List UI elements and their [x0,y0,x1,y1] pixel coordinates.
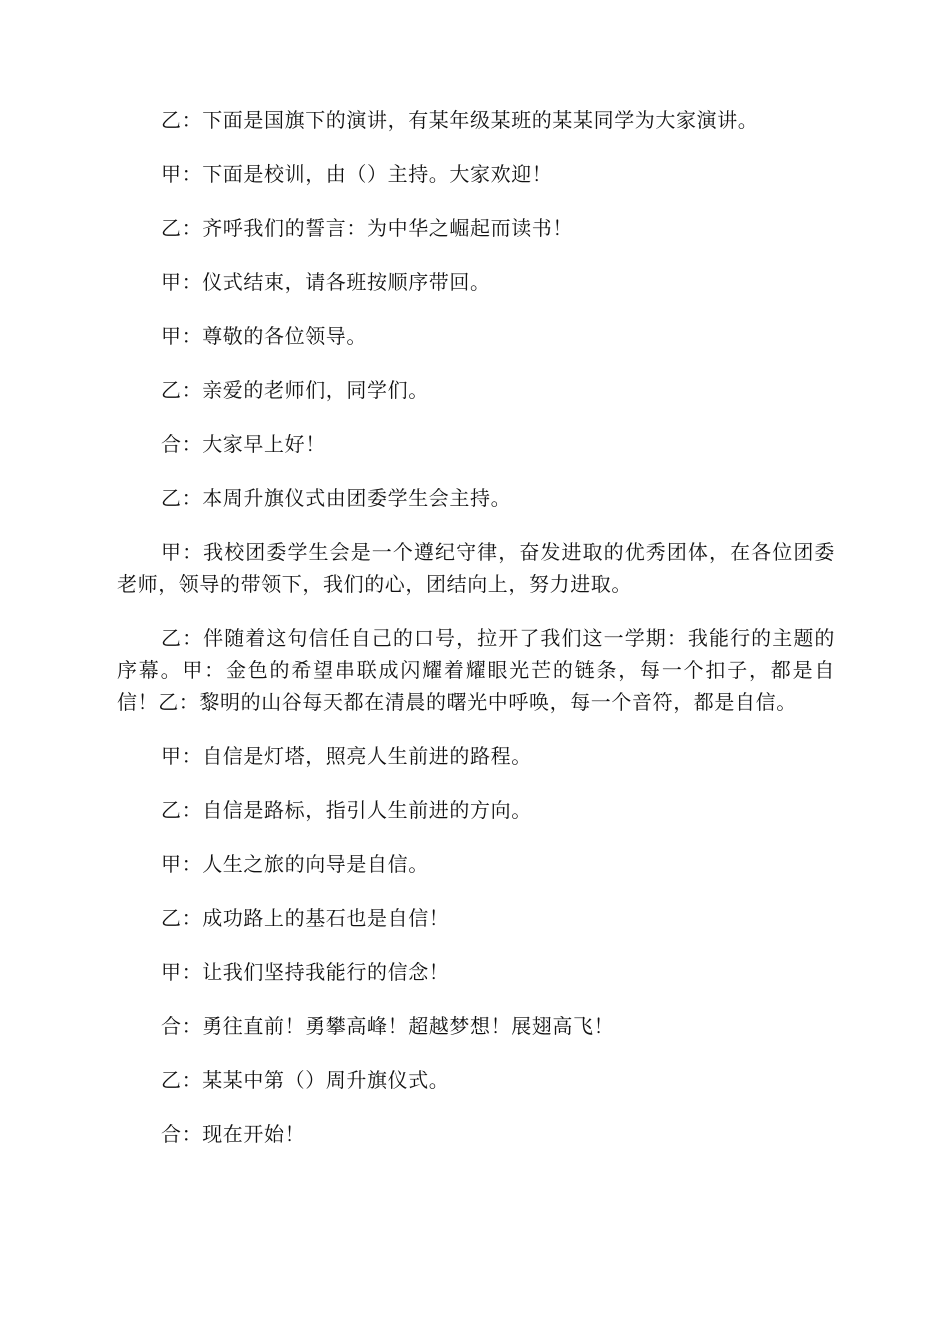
paragraph: 乙：伴随着这句信任自己的口号，拉开了我们这一学期：我能行的主题的序幕。甲：金色的希望串联成闪耀着耀眼光芒的链条，每一个扣子，都是自信！乙：黎明的山谷每天都在清晨的曙光中呼唤，每一个音符，都是自信。 [117,626,835,714]
paragraph: 甲：尊敬的各位领导。 [161,324,367,348]
paragraph: 乙：亲爱的老师们，同学们。 [161,378,429,402]
paragraph: 合：大家早上好！ [161,432,326,456]
paragraph: 甲：让我们坚持我能行的信念！ [161,960,450,984]
paragraph: 乙：成功路上的基石也是自信！ [161,906,450,930]
paragraph: 甲：仪式结束，请各班按顺序带回。 [161,270,491,294]
paragraph: 乙：本周升旗仪式由团委学生会主持。 [161,486,512,510]
paragraph: 甲：自信是灯塔，照亮人生前进的路程。 [161,744,532,768]
paragraph: 乙：齐呼我们的誓言：为中华之崛起而读书！ [161,216,573,240]
paragraph: 乙：某某中第（）周升旗仪式。 [161,1068,450,1092]
paragraph: 乙：自信是路标，指引人生前进的方向。 [161,798,532,822]
paragraph: 甲：我校团委学生会是一个遵纪守律，奋发进取的优秀团体，在各位团委老师，领导的带领下，我们的心，团结向上，努力进取。 [117,540,835,596]
paragraph: 甲：下面是校训，由（）主持。大家欢迎！ [161,162,553,186]
paragraph: 甲：人生之旅的向导是自信。 [161,852,429,876]
paragraph: 乙：下面是国旗下的演讲，有某年级某班的某某同学为大家演讲。 [161,108,759,132]
paragraph: 合：现在开始！ [161,1122,306,1146]
document-body [117,104,835,1172]
paragraph: 合：勇往直前！勇攀高峰！超越梦想！展翅高飞！ [161,1014,615,1038]
